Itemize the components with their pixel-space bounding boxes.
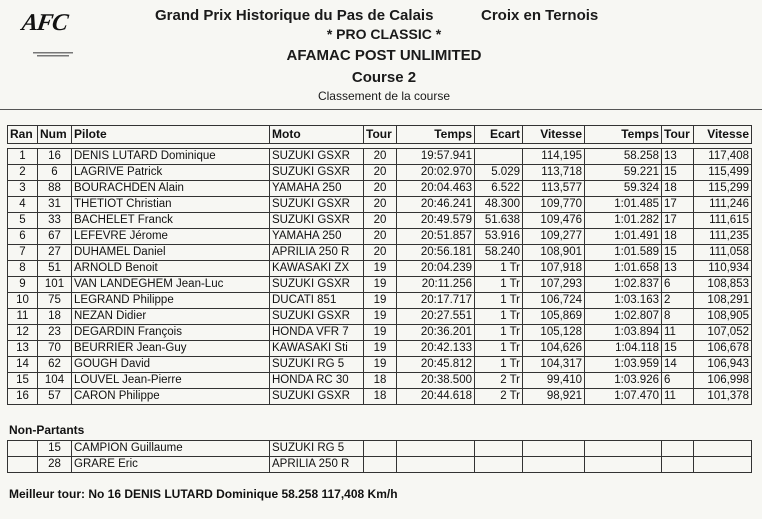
cell-bvit: 111,246 [694,197,752,213]
cell-tour: 19 [364,293,397,309]
empty-cell [397,457,475,473]
cell-pilote: LOUVEL Jean-Pierre [72,373,270,389]
empty-cell [523,457,585,473]
empty-cell [662,441,694,457]
event-title: Grand Prix Historique du Pas de Calais [155,7,434,24]
cell-moto: SUZUKI RG 5 [270,441,364,457]
cell-best: 58.258 [585,149,662,165]
cell-best: 1:01.491 [585,229,662,245]
non-partants-table [7,440,752,473]
cell-bvit: 108,853 [694,277,752,293]
cell-num: 67 [38,229,72,245]
cell-btour: 14 [662,357,694,373]
empty-cell [364,457,397,473]
cell-bvit: 115,499 [694,165,752,181]
empty-cell [8,457,38,473]
cell-bvit: 106,998 [694,373,752,389]
cell-ran: 8 [8,261,38,277]
cell-temps: 20:44.618 [397,389,475,405]
cell-ecart: 5.029 [475,165,523,181]
cell-best: 1:04.118 [585,341,662,357]
cell-tour: 19 [364,325,397,341]
cell-bvit: 101,378 [694,389,752,405]
cell-btour: 2 [662,293,694,309]
column-header: Ran [8,126,38,144]
cell-btour: 18 [662,181,694,197]
cell-ecart: 48.300 [475,197,523,213]
cell-ecart: 51.638 [475,213,523,229]
table-row [8,277,752,293]
cell-num: 33 [38,213,72,229]
table-row [8,229,752,245]
empty-cell [694,441,752,457]
non-partants-body [8,441,752,473]
logo-text: AFC [20,10,69,36]
cell-moto: SUZUKI GSXR [270,149,364,165]
cell-tour: 19 [364,277,397,293]
cell-tour: 20 [364,229,397,245]
cell-btour: 13 [662,261,694,277]
cell-bvit: 111,235 [694,229,752,245]
cell-tour: 20 [364,197,397,213]
empty-cell [8,441,38,457]
cell-btour: 15 [662,341,694,357]
cell-temps: 20:51.857 [397,229,475,245]
cell-moto: HONDA VFR 7 [270,325,364,341]
cell-vitesse: 98,921 [523,389,585,405]
cell-num: 6 [38,165,72,181]
page-subtitle: Classement de la course [317,89,451,103]
cell-tour: 19 [364,357,397,373]
cell-ran: 14 [8,357,38,373]
cell-moto: HONDA RC 30 [270,373,364,389]
column-header: Vitesse [523,126,585,144]
cell-vitesse: 109,476 [523,213,585,229]
table-row [8,293,752,309]
best-lap-summary: Meilleur tour: No 16 DENIS LUTARD Dominique 58.258 117,408 Km/h [9,487,398,501]
cell-bvit: 107,052 [694,325,752,341]
cell-ecart: 1 Tr [475,293,523,309]
cell-moto: APRILIA 250 R [270,457,364,473]
cell-pilote: DEGARDIN François [72,325,270,341]
cell-tour: 20 [364,245,397,261]
cell-bvit: 111,615 [694,213,752,229]
cell-best: 59.221 [585,165,662,181]
cell-num: 16 [38,149,72,165]
table-row [8,213,752,229]
cell-vitesse: 107,293 [523,277,585,293]
cell-btour: 8 [662,309,694,325]
cell-temps: 20:02.970 [397,165,475,181]
table-row [8,309,752,325]
cell-bvit: 115,299 [694,181,752,197]
cell-bvit: 111,058 [694,245,752,261]
cell-ran: 9 [8,277,38,293]
cell-ecart: 1 Tr [475,261,523,277]
cell-tour: 19 [364,341,397,357]
cell-btour: 15 [662,165,694,181]
non-partant-row [8,457,752,473]
cell-ran: 10 [8,293,38,309]
cell-temps: 19:57.941 [397,149,475,165]
cell-vitesse: 106,724 [523,293,585,309]
cell-pilote: BEURRIER Jean-Guy [72,341,270,357]
cell-best: 1:01.282 [585,213,662,229]
cell-best: 1:03.894 [585,325,662,341]
cell-temps: 20:17.717 [397,293,475,309]
cell-vitesse: 105,128 [523,325,585,341]
cell-moto: SUZUKI GSXR [270,213,364,229]
cell-num: 104 [38,373,72,389]
cell-ran: 2 [8,165,38,181]
column-header: Moto [270,126,364,144]
cell-ecart: 2 Tr [475,373,523,389]
cell-num: 51 [38,261,72,277]
cell-num: 23 [38,325,72,341]
cell-ecart: 1 Tr [475,341,523,357]
cell-temps: 20:36.201 [397,325,475,341]
column-header: Tour [364,126,397,144]
table-row [8,357,752,373]
cell-moto: SUZUKI GSXR [270,277,364,293]
cell-btour: 11 [662,325,694,341]
empty-cell [662,457,694,473]
cell-pilote: LEFEVRE Jérome [72,229,270,245]
table-row [8,389,752,405]
cell-ran: 1 [8,149,38,165]
column-header: Temps [585,126,662,144]
cell-btour: 17 [662,197,694,213]
cell-temps: 20:27.551 [397,309,475,325]
empty-cell [475,457,523,473]
cell-ran: 11 [8,309,38,325]
cell-temps: 20:04.239 [397,261,475,277]
cell-vitesse: 105,869 [523,309,585,325]
cell-bvit: 110,934 [694,261,752,277]
cell-pilote: GOUGH David [72,357,270,373]
cell-moto: DUCATI 851 [270,293,364,309]
cell-temps: 20:45.812 [397,357,475,373]
cell-ran: 6 [8,229,38,245]
empty-cell [585,441,662,457]
cell-vitesse: 104,317 [523,357,585,373]
table-row [8,245,752,261]
cell-moto: APRILIA 250 R [270,245,364,261]
cell-vitesse: 113,577 [523,181,585,197]
cell-pilote: CARON Philippe [72,389,270,405]
cell-best: 1:03.163 [585,293,662,309]
results-header [8,126,752,144]
cell-bvit: 106,678 [694,341,752,357]
cell-best: 1:03.959 [585,357,662,373]
cell-pilote: GRARE Eric [72,457,270,473]
cell-btour: 15 [662,245,694,261]
table-row [8,373,752,389]
cell-vitesse: 108,901 [523,245,585,261]
cell-best: 1:01.658 [585,261,662,277]
cell-pilote: NEZAN Didier [72,309,270,325]
cell-num: 75 [38,293,72,309]
cell-ran: 5 [8,213,38,229]
cell-ran: 12 [8,325,38,341]
results-body [8,144,752,405]
cell-moto: SUZUKI GSXR [270,389,364,405]
cell-ecart [475,149,523,165]
empty-cell [694,457,752,473]
cell-btour: 13 [662,149,694,165]
cell-btour: 18 [662,229,694,245]
cell-num: 101 [38,277,72,293]
cell-ran: 3 [8,181,38,197]
table-row [8,165,752,181]
cell-btour: 11 [662,389,694,405]
column-header: Tour [662,126,694,144]
cell-best: 1:02.837 [585,277,662,293]
cell-pilote: LEGRAND Philippe [72,293,270,309]
cell-ran: 13 [8,341,38,357]
header-row [8,126,752,144]
cell-vitesse: 113,718 [523,165,585,181]
table-row [8,149,752,165]
table-row [8,197,752,213]
empty-cell [397,441,475,457]
cell-pilote: BOURACHDEN Alain [72,181,270,197]
cell-moto: YAMAHA 250 [270,181,364,197]
cell-ecart: 1 Tr [475,325,523,341]
cell-bvit: 106,943 [694,357,752,373]
cell-ecart: 1 Tr [475,357,523,373]
cell-moto: SUZUKI GSXR [270,197,364,213]
cell-bvit: 108,905 [694,309,752,325]
table-row [8,181,752,197]
cell-ecart: 1 Tr [475,309,523,325]
cell-moto: YAMAHA 250 [270,229,364,245]
cell-vitesse: 104,626 [523,341,585,357]
cell-vitesse: 109,277 [523,229,585,245]
cell-pilote: BACHELET Franck [72,213,270,229]
column-header: Ecart [475,126,523,144]
cell-best: 1:01.589 [585,245,662,261]
cell-vitesse: 99,410 [523,373,585,389]
table-row [8,341,752,357]
cell-moto: SUZUKI RG 5 [270,357,364,373]
table-row [8,325,752,341]
cell-num: 70 [38,341,72,357]
race-title: Course 2 [351,69,417,86]
cell-tour: 18 [364,389,397,405]
cell-moto: SUZUKI GSXR [270,165,364,181]
empty-cell [364,441,397,457]
category-title: AFAMAC POST UNLIMITED [286,47,482,64]
cell-btour: 6 [662,373,694,389]
cell-pilote: CAMPION Guillaume [72,441,270,457]
non-partant-row [8,441,752,457]
cell-num: 27 [38,245,72,261]
cell-num: 88 [38,181,72,197]
cell-tour: 19 [364,261,397,277]
cell-temps: 20:42.133 [397,341,475,357]
cell-ran: 7 [8,245,38,261]
cell-temps: 20:49.579 [397,213,475,229]
column-header: Vitesse [694,126,752,144]
event-venue: Croix en Ternois [481,7,599,24]
cell-pilote: DUHAMEL Daniel [72,245,270,261]
cell-temps: 20:56.181 [397,245,475,261]
column-header: Temps [397,126,475,144]
cell-num: 62 [38,357,72,373]
cell-ran: 4 [8,197,38,213]
cell-num: 15 [38,441,72,457]
cell-ecart: 58.240 [475,245,523,261]
non-partants-title: Non-Partants [9,423,85,437]
cell-pilote: VAN LANDEGHEM Jean-Luc [72,277,270,293]
cell-tour: 18 [364,373,397,389]
cell-vitesse: 107,918 [523,261,585,277]
cell-tour: 20 [364,213,397,229]
cell-moto: KAWASAKI ZX [270,261,364,277]
cell-best: 1:01.485 [585,197,662,213]
table-row [8,261,752,277]
column-header: Num [38,126,72,144]
cell-vitesse: 109,770 [523,197,585,213]
cell-best: 1:07.470 [585,389,662,405]
cell-tour: 20 [364,181,397,197]
column-header: Pilote [72,126,270,144]
cell-best: 59.324 [585,181,662,197]
cell-moto: KAWASAKI Sti [270,341,364,357]
cell-btour: 17 [662,213,694,229]
cell-temps: 20:11.256 [397,277,475,293]
empty-cell [475,441,523,457]
cell-ran: 16 [8,389,38,405]
cell-ecart: 53.916 [475,229,523,245]
cell-temps: 20:38.500 [397,373,475,389]
cell-pilote: LAGRIVE Patrick [72,165,270,181]
cell-ecart: 6.522 [475,181,523,197]
cell-temps: 20:46.241 [397,197,475,213]
cell-ecart: 2 Tr [475,389,523,405]
cell-ecart: 1 Tr [475,277,523,293]
cell-best: 1:03.926 [585,373,662,389]
cell-tour: 20 [364,165,397,181]
cell-tour: 19 [364,309,397,325]
cell-ran: 15 [8,373,38,389]
series-title: * PRO CLASSIC * [326,26,442,42]
cell-num: 18 [38,309,72,325]
cell-bvit: 117,408 [694,149,752,165]
cell-pilote: ARNOLD Benoit [72,261,270,277]
cell-num: 31 [38,197,72,213]
empty-cell [523,441,585,457]
cell-tour: 20 [364,149,397,165]
empty-cell [585,457,662,473]
cell-vitesse: 114,195 [523,149,585,165]
results-table [7,125,752,405]
cell-num: 57 [38,389,72,405]
cell-moto: SUZUKI GSXR [270,309,364,325]
header-divider [0,109,762,110]
cell-num: 28 [38,457,72,473]
cell-btour: 6 [662,277,694,293]
cell-temps: 20:04.463 [397,181,475,197]
cell-pilote: DENIS LUTARD Dominique [72,149,270,165]
cell-best: 1:02.807 [585,309,662,325]
cell-bvit: 108,291 [694,293,752,309]
cell-pilote: THETIOT Christian [72,197,270,213]
